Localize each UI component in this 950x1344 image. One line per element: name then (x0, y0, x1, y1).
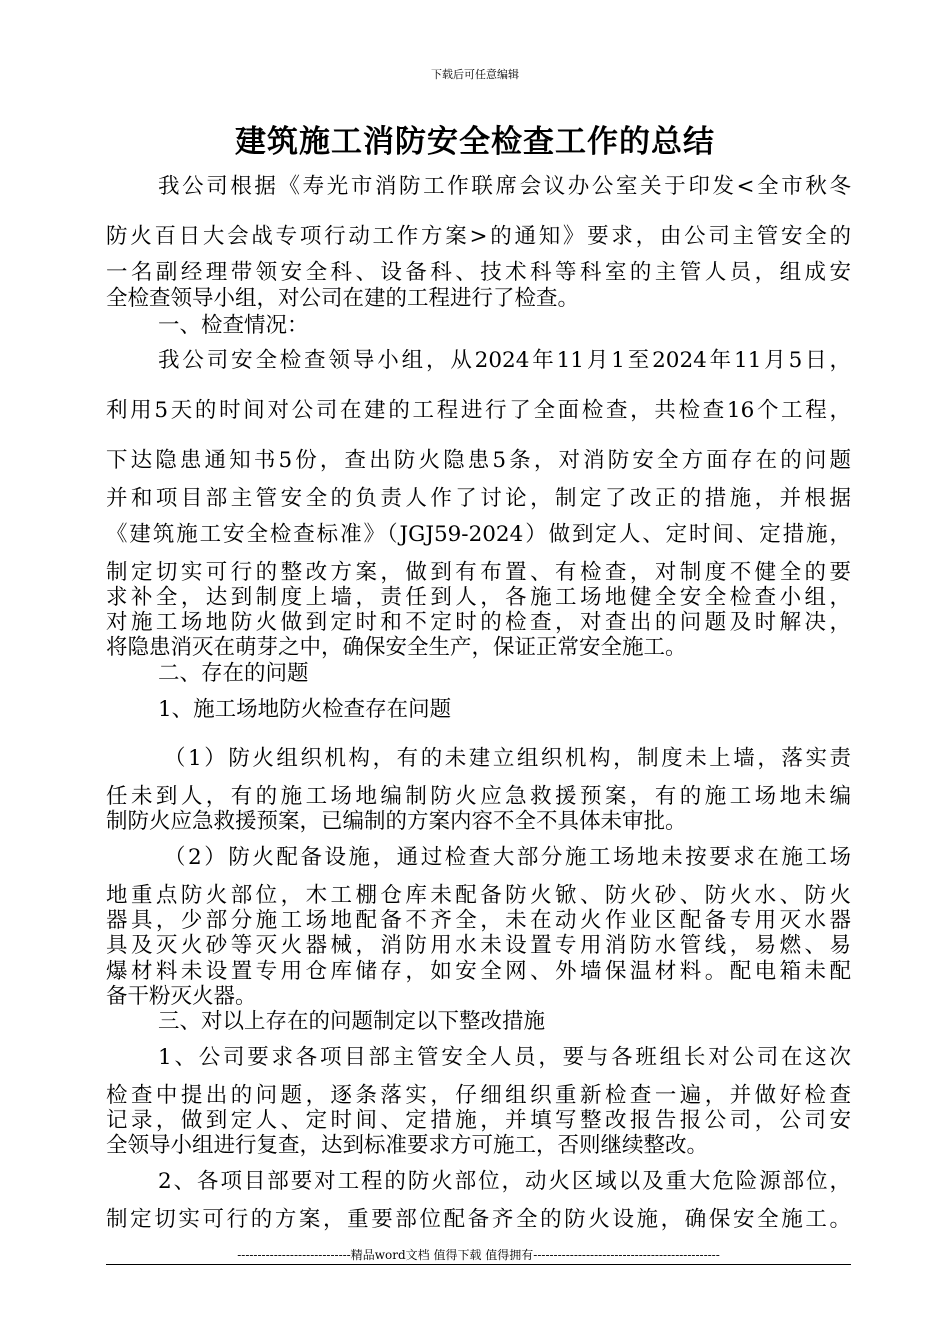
body-line: 全检查领导小组，对公司在建的工程进行了检查。 (106, 286, 580, 311)
body-line: 我公司根据《寿光市消防工作联席会议办公室关于印发<全市秋冬 (158, 174, 851, 199)
body-line: 检查中提出的问题，逐条落实，仔细组织重新检查一遍，并做好检查 (106, 1083, 851, 1108)
document-title: 建筑施工消防安全检查工作的总结 (235, 124, 715, 160)
page-footer: ----------------------------精品word文档 值得下载 值得拥有---------------------------------------------- (237, 1248, 720, 1262)
body-line: 对施工场地防火做到定时和不定时的检查，对查出的问题及时解决， (106, 610, 851, 635)
subsection-heading: 1、施工场地防火检查存在问题 (158, 697, 452, 722)
body-line: 记录，做到定人、定时间、定措施，并填写整改报告报公司，公司安 (106, 1108, 851, 1133)
body-line: 1、公司要求各项目部主管安全人员，要与各班组长对公司在这次 (158, 1045, 851, 1070)
body-line: 并和项目部主管安全的负责人作了讨论，制定了改正的措施，并根据 (106, 486, 851, 511)
body-line: 爆材料未设置专用仓库储存，如安全网、外墙保温材料。配电箱未配 (106, 959, 851, 984)
body-line: 任未到人，有的施工场地编制防火应急救援预案，有的施工场地未编 (106, 784, 851, 809)
body-line: 制定切实可行的整改方案，做到有布置、有检查，对制度不健全的要 (106, 560, 851, 585)
body-line: 2、各项目部要对工程的防火部位，动火区域以及重大危险源部位， (158, 1169, 851, 1194)
body-line: 制防火应急救援预案，已编制的方案内容不全不具体未审批。 (106, 809, 687, 834)
section-heading: 一、检查情况： (158, 313, 309, 338)
footer-divider (106, 1264, 851, 1265)
body-line: 《建筑施工安全检查标准》（JGJ59-2024）做到定人、定时间、定措施， (106, 522, 851, 547)
body-line: 下达隐患通知书5份，查出防火隐患5条，对消防安全方面存在的问题 (106, 448, 851, 473)
body-line: （1）防火组织机构，有的未建立组织机构，制度未上墙，落实责 (164, 746, 851, 771)
section-heading: 三、对以上存在的问题制定以下整改措施 (158, 1009, 546, 1034)
section-heading: 二、存在的问题 (158, 661, 309, 686)
body-line: 一名副经理带领安全科、设备科、技术科等科室的主管人员，组成安 (106, 260, 851, 285)
body-line: 具及灭火砂等灭火器械，消防用水未设置专用消防水管线，易燃、易 (106, 933, 851, 958)
body-line: 地重点防火部位，木工棚仓库未配备防火锨、防火砂、防火水、防火 (106, 883, 851, 908)
body-line: 防火百日大会战专项行动工作方案>的通知》要求，由公司主管安全的 (106, 224, 851, 249)
body-line: 求补全，达到制度上墙，责任到人，各施工场地健全安全检查小组， (106, 585, 851, 610)
body-line: 备干粉灭火器。 (106, 984, 257, 1009)
body-line: （2）防火配备设施，通过检查大部分施工场地未按要求在施工场 (164, 845, 851, 870)
body-line: 利用5天的时间对公司在建的工程进行了全面检查，共检查16个工程， (106, 398, 851, 423)
body-line: 制定切实可行的方案，重要部位配备齐全的防火设施，确保安全施工。 (106, 1207, 851, 1232)
body-line: 将隐患消灭在萌芽之中，确保安全生产，保证正常安全施工。 (106, 635, 687, 660)
body-line: 全领导小组进行复查，达到标准要求方可施工，否则继续整改。 (106, 1133, 709, 1158)
body-line: 器具，少部分施工场地配备不齐全，未在动火作业区配备专用灭水器 (106, 908, 851, 933)
body-line: 我公司安全检查领导小组，从2024年11月1至2024年11月5日， (158, 348, 851, 373)
page-header: 下载后可任意编辑 (431, 68, 519, 81)
